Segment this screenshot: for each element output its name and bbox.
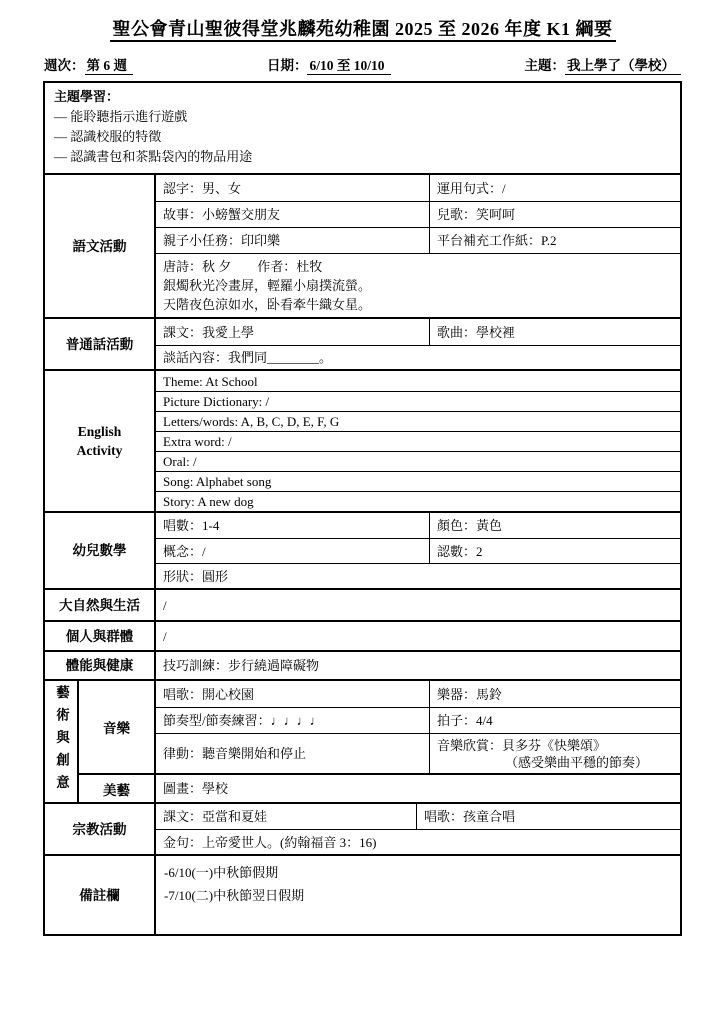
section-putonghua: [45, 317, 680, 369]
table-row: [156, 471, 680, 491]
section-math: [45, 511, 680, 588]
meta-row: [44, 54, 681, 74]
nature-label: 大自然與生活: [45, 590, 156, 620]
putonghua-label: 普通話活動: [45, 319, 156, 369]
math-counting: 唱數：1-4: [163, 518, 220, 533]
english-oral: Oral: /: [163, 454, 197, 469]
theme-learning-item: — 認識校服的特徵: [54, 129, 162, 144]
english-extra-word: Extra word: /: [163, 434, 232, 449]
table-row: [156, 538, 680, 563]
table-row: [156, 804, 680, 829]
personal-content: /: [163, 628, 167, 644]
english-song: Song: Alphabet song: [163, 474, 272, 489]
english-label-line2: Activity: [76, 443, 123, 458]
table-row: [156, 775, 680, 802]
religion-golden-verse: 金句：上帝愛世人。(約翰福音 3：16): [163, 834, 377, 850]
table-row: [156, 652, 680, 679]
remarks-label: 備註欄: [45, 856, 156, 934]
table-row: [156, 175, 680, 201]
language-tang-poem: [156, 254, 680, 317]
page-title: [0, 0, 725, 41]
math-label: 幼兒數學: [45, 513, 156, 588]
fineart-drawing: 圖畫：學校: [163, 781, 229, 796]
theme-learning-item: — 能聆聽指示進行遊戲: [54, 109, 188, 124]
table-row: [156, 227, 680, 253]
english-picture-dictionary: Picture Dictionary: /: [163, 394, 270, 409]
music-rhythm-pattern: 節奏型/節奏練習：♩♩♩♩: [163, 713, 323, 728]
table-row: [156, 491, 680, 511]
topic-label: 主題：: [524, 58, 565, 73]
topic-value: 我上學了（學校）: [565, 58, 681, 75]
date-value: 6/10 至 10/10: [307, 58, 390, 75]
remarks-content: [156, 856, 680, 934]
music-appreciation-line2: （感受樂曲平穩的節奏）: [505, 754, 649, 770]
personal-label: 個人與群體: [45, 622, 156, 650]
table-row: [156, 622, 680, 650]
table-row: [156, 371, 680, 391]
language-story: 故事：小螃蟹交朋友: [163, 207, 281, 222]
table-row: [156, 345, 680, 369]
table-row: [156, 563, 680, 588]
arts-fineart-subsection: [79, 773, 680, 802]
table-row: [156, 391, 680, 411]
table-row: [156, 513, 680, 538]
english-story: Story: A new dog: [163, 494, 254, 509]
theme-learning-item: — 認識書包和茶點袋內的物品用途: [54, 149, 253, 164]
arts-music-subsection: [79, 681, 680, 773]
math-concept: 概念：/: [163, 543, 206, 559]
table-row: [156, 201, 680, 227]
table-row: [156, 253, 680, 317]
putonghua-text: 課文：我愛上學: [163, 324, 255, 340]
curriculum-table: [43, 81, 682, 936]
language-sentence-pattern: 運用句式：/: [429, 175, 680, 201]
music-label: 音樂: [79, 681, 156, 773]
math-shape: 形狀：圓形: [163, 568, 229, 584]
table-row: [156, 590, 680, 620]
physical-skill-training: 技巧訓練：步行繞過障礙物: [163, 658, 320, 673]
nature-content: /: [163, 597, 167, 613]
table-row: [156, 681, 680, 707]
topic-field: [524, 54, 681, 74]
table-row: [156, 319, 680, 345]
music-singing: 唱歌：開心校園: [163, 686, 255, 702]
theme-learning-heading: 主題學習：: [54, 89, 120, 104]
language-word-recognition: 認字：男、女: [163, 180, 242, 196]
section-remarks: [45, 854, 680, 934]
section-physical: [45, 650, 680, 679]
music-appreciation-line1: 音樂欣賞：貝多芬《快樂頌》: [437, 737, 607, 753]
section-nature: [45, 588, 680, 620]
week-field: [44, 54, 133, 74]
table-row: [156, 707, 680, 733]
language-label: 語文活動: [45, 175, 156, 317]
remarks-line: -7/10(二)中秋節翌日假期: [164, 888, 305, 903]
music-instrument: 樂器：馬鈴: [429, 681, 680, 707]
physical-label: 體能與健康: [45, 652, 156, 679]
religion-label: 宗教活動: [45, 804, 156, 854]
fineart-label: 美藝: [79, 775, 156, 802]
table-row: [156, 411, 680, 431]
section-religion: [45, 802, 680, 854]
english-label: [45, 371, 156, 511]
poem-line: 天階夜色涼如水，卧看牽牛織女星。: [163, 297, 372, 312]
music-appreciation: [429, 734, 680, 773]
math-number-recognition: 認數：2: [429, 539, 680, 563]
table-row: [156, 451, 680, 471]
putonghua-conversation: 談話內容：我們同________。: [163, 350, 333, 365]
religion-song: 唱歌：孩童合唱: [416, 804, 680, 829]
week-value: 第 6 週: [85, 58, 134, 75]
arts-label: [45, 681, 79, 802]
section-arts: [45, 679, 680, 802]
table-row: [156, 733, 680, 773]
remarks-line: -6/10(一)中秋節假期: [164, 865, 279, 880]
theme-learning-cell: [45, 83, 680, 173]
date-field: [267, 54, 391, 74]
english-theme: Theme: At School: [163, 373, 258, 389]
section-personal: [45, 620, 680, 650]
arts-label-text: 藝術與創意: [54, 685, 69, 798]
table-row: [156, 829, 680, 854]
date-label: 日期：: [266, 58, 308, 73]
english-letters-words: Letters/words: A, B, C, D, E, F, G: [163, 414, 340, 429]
page-title-text: 聖公會青山聖彼得堂兆麟苑幼稚園 2025 至 2026 年度 K1 綱要: [110, 19, 616, 42]
language-parent-task: 親子小任務：印印樂: [163, 233, 281, 248]
section-english: [45, 369, 680, 511]
religion-text: 課文：亞當和夏娃: [163, 809, 268, 824]
section-theme-learning: [45, 83, 680, 173]
section-language: [45, 173, 680, 317]
english-label-line1: English: [77, 424, 122, 439]
math-color: 顏色：黃色: [429, 513, 680, 538]
music-time-signature: 拍子：4/4: [429, 708, 680, 733]
week-label: 週次：: [44, 58, 85, 73]
poem-title-line: 唐詩：秋 夕 作者：杜牧: [163, 259, 323, 274]
table-row: [156, 431, 680, 451]
language-rhyme: 兒歌：笑呵呵: [429, 202, 680, 227]
language-worksheet: 平台補充工作紙：P.2: [429, 228, 680, 253]
music-movement: 律動：聽音樂開始和停止: [163, 746, 307, 761]
putonghua-song: 歌曲：學校裡: [429, 319, 680, 345]
poem-line: 銀燭秋光冷畫屏，輕羅小扇撲流螢。: [163, 278, 372, 293]
